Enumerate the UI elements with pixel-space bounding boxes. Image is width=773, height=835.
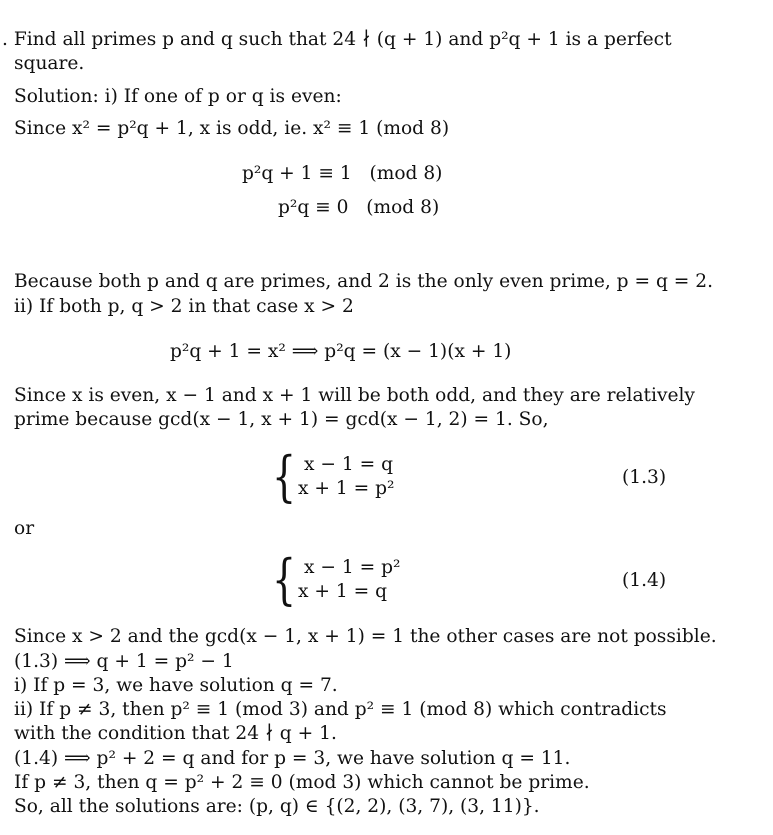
text-line: Since x² = p²q + 1, x is odd, ie. x² ≡ 1 (mod 8) xyxy=(14,118,450,139)
system-1-line-2: x + 1 = p² xyxy=(298,478,395,499)
text-line: Since x is even, x − 1 and x + 1 will be both odd, and they are relatively xyxy=(14,385,695,406)
equation-factorization: p²q + 1 = x² ⟹ p²q = (x − 1)(x + 1) xyxy=(170,341,512,362)
system-1-line-1: x − 1 = q xyxy=(304,454,394,475)
text-line: with the condition that 24 ∤ q + 1. xyxy=(14,723,337,744)
text-line: prime because gcd(x − 1, x + 1) = gcd(x − 1, 2) = 1. So, xyxy=(14,409,549,430)
solution-case-1-heading: Solution: i) If one of p or q is even: xyxy=(14,86,342,107)
equation-mod8-1: p²q + 1 ≡ 1 (mod 8) xyxy=(242,163,443,184)
text-line: Since x > 2 and the gcd(x − 1, x + 1) = 1 the other cases are not possible. xyxy=(14,626,717,647)
text-line: If p ≠ 3, then q = p² + 2 ≡ 0 (mod 3) which cannot be prime. xyxy=(14,772,590,793)
problem-statement-line-1: . Find all primes p and q such that 24 ∤ (q + 1) and p²q + 1 is a perfect xyxy=(2,29,672,50)
solution-case-2-heading: ii) If both p, q > 2 in that case x > 2 xyxy=(14,296,354,317)
system-2-line-2: x + 1 = q xyxy=(298,581,388,602)
text-line: (1.3) ⟹ q + 1 = p² − 1 xyxy=(14,651,234,672)
system-2-line-1: x − 1 = p² xyxy=(304,557,401,578)
left-brace-icon: { xyxy=(272,548,297,611)
text-line: Because both p and q are primes, and 2 is the only even prime, p = q = 2. xyxy=(14,271,714,292)
equation-mod8-2: p²q ≡ 0 (mod 8) xyxy=(278,197,440,218)
final-answer-line: So, all the solutions are: (p, q) ∈ {(2, 2), (3, 7), (3, 11)}. xyxy=(14,796,540,817)
text-line: i) If p = 3, we have solution q = 7. xyxy=(14,675,338,696)
left-brace-icon: { xyxy=(272,445,297,508)
problem-statement-line-2: square. xyxy=(14,53,85,74)
text-or: or xyxy=(14,518,35,539)
equation-tag-1-3: (1.3) xyxy=(622,467,667,488)
text-line: (1.4) ⟹ p² + 2 = q and for p = 3, we have solution q = 11. xyxy=(14,748,571,769)
text-line: ii) If p ≠ 3, then p² ≡ 1 (mod 3) and p² ≡ 1 (mod 8) which contradicts xyxy=(14,699,667,720)
equation-tag-1-4: (1.4) xyxy=(622,570,667,591)
